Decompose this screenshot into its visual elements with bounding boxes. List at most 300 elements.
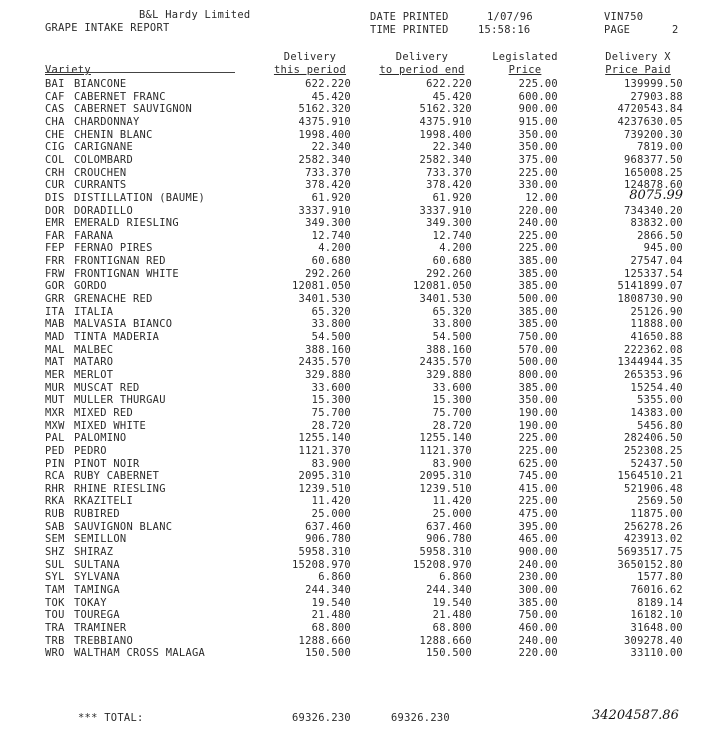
delivery-this-period: 28.720	[311, 419, 351, 432]
variety-code: TOU	[45, 609, 65, 622]
col-paid-line2: Price Paid	[605, 64, 671, 76]
delivery-this-period: 19.540	[311, 596, 351, 609]
variety-name: GORDO	[74, 280, 107, 293]
delivery-to-period-end: 25.000	[432, 508, 472, 521]
variety-code: EMR	[45, 217, 65, 230]
delivery-this-period: 292.260	[305, 267, 351, 280]
date-printed-label: DATE PRINTED	[370, 11, 449, 23]
delivery-to-period-end: 6.860	[439, 571, 472, 584]
legislated-price: 225.00	[518, 432, 558, 445]
price-paid: 282406.50	[623, 432, 683, 445]
delivery-this-period: 33.800	[311, 318, 351, 331]
delivery-this-period: 22.340	[311, 141, 351, 154]
program-code: VIN750	[604, 11, 644, 23]
delivery-to-period-end: 637.460	[426, 520, 472, 533]
delivery-to-period-end: 54.500	[432, 331, 472, 343]
legislated-price: 220.00	[518, 204, 558, 217]
variety-name: CURRANTS	[74, 179, 127, 192]
variety-name: RUBIRED	[74, 508, 120, 521]
variety-code: CUR	[45, 179, 65, 192]
delivery-this-period: 1255.140	[298, 432, 351, 445]
legislated-price: 385.00	[518, 318, 558, 331]
price-paid: 4237630.05	[617, 115, 683, 128]
delivery-this-period: 75.700	[311, 406, 351, 419]
price-paid: 265353.96	[623, 368, 683, 381]
variety-name: SULTANA	[74, 558, 120, 571]
variety-code: SUL	[45, 558, 65, 571]
delivery-to-period-end: 4.200	[439, 242, 472, 255]
delivery-this-period: 15208.970	[291, 558, 351, 571]
delivery-to-period-end: 906.780	[426, 533, 472, 546]
variety-name: DORADILLO	[74, 204, 134, 217]
delivery-to-period-end: 33.800	[432, 318, 472, 331]
price-paid: 52437.50	[630, 457, 683, 470]
price-paid: 5355.00	[637, 394, 683, 407]
legislated-price: 240.00	[518, 634, 558, 647]
delivery-to-period-end: 11.420	[432, 495, 472, 508]
price-paid: 2866.50	[637, 229, 683, 242]
legislated-price: 900.00	[518, 546, 558, 559]
delivery-to-period-end: 3337.910	[419, 204, 472, 217]
variety-name: TOKAY	[74, 596, 107, 609]
legislated-price: 350.00	[518, 128, 558, 141]
legislated-price: 385.00	[518, 267, 558, 280]
legislated-price: 220.00	[518, 647, 558, 660]
price-paid: 5693517.75	[617, 546, 683, 559]
delivery-to-period-end: 388.160	[426, 343, 472, 356]
variety-code: WRO	[45, 647, 65, 660]
delivery-this-period: 4.200	[318, 242, 351, 255]
delivery-this-period: 5958.310	[298, 546, 351, 559]
variety-code: SEM	[45, 533, 65, 546]
delivery-to-period-end: 75.700	[432, 406, 472, 419]
variety-name: MATARO	[74, 356, 114, 369]
legislated-price: 225.00	[518, 229, 558, 242]
variety-name: PINOT NOIR	[74, 457, 140, 470]
variety-name: GRENACHE RED	[74, 293, 153, 306]
price-paid: 1564510.21	[617, 470, 683, 483]
legislated-price: 460.00	[518, 621, 558, 634]
variety-name: TINTA MADERIA	[74, 331, 160, 343]
delivery-this-period: 21.480	[311, 609, 351, 622]
delivery-to-period-end: 22.340	[432, 141, 472, 154]
price-paid: 83832.00	[630, 217, 683, 230]
variety-code: CHE	[45, 128, 65, 141]
variety-code: MUT	[45, 394, 65, 407]
price-paid: 256278.26	[623, 520, 683, 533]
delivery-to-period-end: 1255.140	[419, 432, 472, 445]
variety-code: CHA	[45, 115, 65, 128]
delivery-this-period: 11.420	[311, 495, 351, 508]
variety-code: FRW	[45, 267, 65, 280]
legislated-price: 385.00	[518, 280, 558, 293]
legislated-price: 225.00	[518, 242, 558, 255]
price-paid-handwritten: 8075.99	[629, 187, 683, 203]
delivery-to-period-end: 1288.660	[419, 634, 472, 647]
variety-name: CHARDONNAY	[74, 115, 140, 128]
legislated-price: 500.00	[518, 356, 558, 369]
delivery-to-period-end: 68.800	[432, 621, 472, 634]
price-paid: 252308.25	[623, 444, 683, 457]
variety-name: FRONTIGNAN WHITE	[74, 267, 179, 280]
price-paid: 125337.54	[623, 267, 683, 280]
variety-name: RKAZITELI	[74, 495, 134, 508]
variety-name: MALVASIA BIANCO	[74, 318, 173, 331]
variety-name: TRAMINER	[74, 621, 127, 634]
company-name: B&L Hardy Limited	[139, 9, 251, 21]
delivery-this-period: 4375.910	[298, 115, 351, 128]
delivery-this-period: 25.000	[311, 508, 351, 521]
variety-name: RHINE RIESLING	[74, 482, 166, 495]
delivery-this-period: 12081.050	[291, 280, 351, 293]
legislated-price: 385.00	[518, 255, 558, 268]
variety-code: RUB	[45, 508, 65, 521]
variety-code: MXR	[45, 406, 65, 419]
variety-name: PEDRO	[74, 444, 107, 457]
price-paid: 7819.00	[637, 141, 683, 154]
total-to-period: 69326.230	[390, 712, 450, 724]
col-paid-line1: Delivery X	[605, 51, 671, 63]
delivery-this-period: 244.340	[305, 584, 351, 596]
delivery-to-period-end: 4375.910	[419, 115, 472, 128]
variety-name: TOUREGA	[74, 609, 120, 622]
delivery-this-period: 3337.910	[298, 204, 351, 217]
delivery-to-period-end: 349.300	[426, 217, 472, 230]
delivery-to-period-end: 1239.510	[419, 482, 472, 495]
legislated-price: 375.00	[518, 153, 558, 166]
price-paid: 5456.80	[637, 419, 683, 432]
variety-name: SYLVANA	[74, 571, 120, 584]
delivery-to-period-end: 61.920	[432, 191, 472, 204]
variety-underline	[45, 72, 235, 73]
legislated-price: 800.00	[518, 368, 558, 381]
delivery-to-period-end: 28.720	[432, 419, 472, 432]
price-paid: 8189.14	[637, 596, 683, 609]
delivery-to-period-end: 1998.400	[419, 128, 472, 141]
delivery-this-period: 83.900	[311, 457, 351, 470]
price-paid: 11888.00	[630, 318, 683, 331]
variety-name: COLOMBARD	[74, 153, 134, 166]
variety-code: RCA	[45, 470, 65, 483]
delivery-to-period-end: 15208.970	[412, 558, 472, 571]
delivery-to-period-end: 733.370	[426, 166, 472, 179]
legislated-price: 465.00	[518, 533, 558, 546]
delivery-to-period-end: 3401.530	[419, 293, 472, 306]
legislated-price: 750.00	[518, 609, 558, 622]
variety-code: SAB	[45, 520, 65, 533]
variety-code: CIG	[45, 141, 65, 154]
price-paid: 968377.50	[623, 153, 683, 166]
variety-name: PALOMINO	[74, 432, 127, 445]
delivery-this-period: 54.500	[311, 331, 351, 343]
delivery-this-period: 1239.510	[298, 482, 351, 495]
col-variety: Variety	[45, 64, 91, 76]
delivery-to-period-end: 244.340	[426, 584, 472, 596]
legislated-price: 385.00	[518, 381, 558, 394]
legislated-price: 190.00	[518, 406, 558, 419]
report-title: GRAPE INTAKE REPORT	[45, 22, 170, 34]
legislated-price: 12.00	[525, 191, 558, 204]
legislated-price: 190.00	[518, 419, 558, 432]
variety-code: SYL	[45, 571, 65, 584]
delivery-this-period: 6.860	[318, 571, 351, 584]
total-paid-handwritten: 34204587.86	[592, 708, 679, 723]
price-paid: 27547.04	[630, 255, 683, 268]
page-number: 2	[672, 24, 679, 36]
delivery-to-period-end: 5958.310	[419, 546, 472, 559]
price-paid: 423913.02	[623, 533, 683, 546]
price-paid: 124878.60	[623, 179, 683, 192]
variety-code: GOR	[45, 280, 65, 293]
price-paid: 76016.62	[630, 584, 683, 596]
delivery-this-period: 349.300	[305, 217, 351, 230]
price-paid: 3650152.80	[617, 558, 683, 571]
variety-code: MAL	[45, 343, 65, 356]
variety-name: TREBBIANO	[74, 634, 134, 647]
price-paid: 4720543.84	[617, 103, 683, 116]
delivery-this-period: 388.160	[305, 343, 351, 356]
col-legislated-line1: Legislated	[492, 51, 558, 63]
variety-code: RHR	[45, 482, 65, 495]
delivery-to-period-end: 60.680	[432, 255, 472, 268]
delivery-to-period-end: 329.880	[426, 368, 472, 381]
variety-code: MUR	[45, 381, 65, 394]
variety-name: SEMILLON	[74, 533, 127, 546]
variety-code: CRH	[45, 166, 65, 179]
legislated-price: 230.00	[518, 571, 558, 584]
price-paid: 165008.25	[623, 166, 683, 179]
delivery-to-period-end: 622.220	[426, 78, 472, 90]
delivery-to-period-end: 21.480	[432, 609, 472, 622]
variety-name: SHIRAZ	[74, 546, 114, 559]
legislated-price: 625.00	[518, 457, 558, 470]
variety-code: COL	[45, 153, 65, 166]
variety-code: PIN	[45, 457, 65, 470]
delivery-this-period: 637.460	[305, 520, 351, 533]
delivery-to-period-end: 150.500	[426, 647, 472, 660]
delivery-to-period-end: 2095.310	[419, 470, 472, 483]
col-this-period-line2: this period	[273, 64, 347, 76]
legislated-price: 350.00	[518, 394, 558, 407]
price-paid: 1577.80	[637, 571, 683, 584]
table-row	[0, 647, 726, 662]
variety-name: RUBY CABERNET	[74, 470, 160, 483]
variety-name: CABERNET FRANC	[74, 90, 166, 103]
variety-name: MULLER THURGAU	[74, 394, 166, 407]
variety-name: EMERALD RIESLING	[74, 217, 179, 230]
delivery-to-period-end: 83.900	[432, 457, 472, 470]
delivery-to-period-end: 19.540	[432, 596, 472, 609]
price-paid: 31648.00	[630, 621, 683, 634]
variety-code: SHZ	[45, 546, 65, 559]
variety-code: DIS	[45, 191, 65, 204]
delivery-to-period-end: 12.740	[432, 229, 472, 242]
variety-code: TAM	[45, 584, 65, 596]
variety-name: MALBEC	[74, 343, 114, 356]
legislated-price: 225.00	[518, 495, 558, 508]
delivery-to-period-end: 1121.370	[419, 444, 472, 457]
delivery-to-period-end: 292.260	[426, 267, 472, 280]
delivery-this-period: 906.780	[305, 533, 351, 546]
delivery-this-period: 15.300	[311, 394, 351, 407]
variety-code: TRB	[45, 634, 65, 647]
delivery-this-period: 1288.660	[298, 634, 351, 647]
price-paid: 41650.88	[630, 331, 683, 343]
price-paid: 309278.40	[623, 634, 683, 647]
variety-code: PED	[45, 444, 65, 457]
variety-code: MXW	[45, 419, 65, 432]
variety-code: MAB	[45, 318, 65, 331]
variety-name: ITALIA	[74, 305, 114, 318]
legislated-price: 570.00	[518, 343, 558, 356]
variety-name: DISTILLATION (BAUME)	[74, 191, 206, 204]
legislated-price: 385.00	[518, 596, 558, 609]
col-to-period-line1: Delivery	[395, 51, 449, 63]
time-printed-value: 15:58:16	[478, 24, 531, 36]
delivery-this-period: 2095.310	[298, 470, 351, 483]
delivery-this-period: 45.420	[311, 90, 351, 103]
variety-code: FAR	[45, 229, 65, 242]
legislated-price: 330.00	[518, 179, 558, 192]
variety-code: DOR	[45, 204, 65, 217]
price-paid: 33110.00	[630, 647, 683, 660]
price-paid: 14383.00	[630, 406, 683, 419]
price-paid: 2569.50	[637, 495, 683, 508]
variety-code: FEP	[45, 242, 65, 255]
col-legislated-line2: Price	[508, 64, 542, 76]
price-paid: 521906.48	[623, 482, 683, 495]
delivery-this-period: 329.880	[305, 368, 351, 381]
delivery-to-period-end: 15.300	[432, 394, 472, 407]
delivery-to-period-end: 2435.570	[419, 356, 472, 369]
delivery-this-period: 61.920	[311, 191, 351, 204]
variety-name: MERLOT	[74, 368, 114, 381]
legislated-price: 240.00	[518, 217, 558, 230]
price-paid: 222362.08	[623, 343, 683, 356]
delivery-this-period: 150.500	[305, 647, 351, 660]
legislated-price: 500.00	[518, 293, 558, 306]
delivery-this-period: 3401.530	[298, 293, 351, 306]
variety-code: CAF	[45, 90, 65, 103]
price-paid: 27903.88	[630, 90, 683, 103]
price-paid: 739200.30	[623, 128, 683, 141]
delivery-this-period: 1121.370	[298, 444, 351, 457]
delivery-to-period-end: 45.420	[432, 90, 472, 103]
legislated-price: 900.00	[518, 103, 558, 116]
variety-name: SAUVIGNON BLANC	[74, 520, 173, 533]
variety-name: WALTHAM CROSS MALAGA	[74, 647, 206, 660]
variety-name: TAMINGA	[74, 584, 120, 596]
delivery-this-period: 2435.570	[298, 356, 351, 369]
variety-code: TOK	[45, 596, 65, 609]
variety-code: TRA	[45, 621, 65, 634]
legislated-price: 395.00	[518, 520, 558, 533]
legislated-price: 350.00	[518, 141, 558, 154]
delivery-to-period-end: 5162.320	[419, 103, 472, 116]
variety-code: ITA	[45, 305, 65, 318]
delivery-this-period: 378.420	[305, 179, 351, 192]
price-paid: 945.00	[643, 242, 683, 255]
time-printed-label: TIME PRINTED	[370, 24, 449, 36]
price-paid: 11875.00	[630, 508, 683, 521]
delivery-to-period-end: 33.600	[432, 381, 472, 394]
variety-code: GRR	[45, 293, 65, 306]
variety-code: MAT	[45, 356, 65, 369]
variety-code: RKA	[45, 495, 65, 508]
delivery-this-period: 2582.340	[298, 153, 351, 166]
legislated-price: 385.00	[518, 305, 558, 318]
variety-name: MIXED WHITE	[74, 419, 147, 432]
variety-code: FRR	[45, 255, 65, 268]
variety-name: CROUCHEN	[74, 166, 127, 179]
delivery-this-period: 60.680	[311, 255, 351, 268]
legislated-price: 300.00	[518, 584, 558, 596]
variety-name: CABERNET SAUVIGNON	[74, 103, 193, 116]
delivery-this-period: 68.800	[311, 621, 351, 634]
variety-code: PAL	[45, 432, 65, 445]
variety-name: BIANCONE	[74, 78, 127, 90]
price-paid: 5141899.07	[617, 280, 683, 293]
delivery-this-period: 65.320	[311, 305, 351, 318]
delivery-this-period: 622.220	[305, 78, 351, 90]
price-paid: 1344944.35	[617, 356, 683, 369]
delivery-this-period: 33.600	[311, 381, 351, 394]
delivery-this-period: 5162.320	[298, 103, 351, 116]
variety-name: CARIGNANE	[74, 141, 134, 154]
variety-name: MUSCAT RED	[74, 381, 140, 394]
legislated-price: 240.00	[518, 558, 558, 571]
delivery-this-period: 12.740	[311, 229, 351, 242]
price-paid: 15254.40	[630, 381, 683, 394]
page-label: PAGE	[604, 24, 631, 36]
legislated-price: 225.00	[518, 444, 558, 457]
delivery-this-period: 733.370	[305, 166, 351, 179]
legislated-price: 225.00	[518, 78, 558, 90]
total-this-period: 69326.230	[291, 712, 351, 724]
col-to-period-line2: to period end	[379, 64, 465, 76]
delivery-to-period-end: 378.420	[426, 179, 472, 192]
price-paid: 139999.50	[623, 78, 683, 90]
legislated-price: 225.00	[518, 166, 558, 179]
price-paid: 16182.10	[630, 609, 683, 622]
legislated-price: 750.00	[518, 331, 558, 343]
col-this-period-line1: Delivery	[283, 51, 337, 63]
variety-name: CHENIN BLANC	[74, 128, 153, 141]
delivery-to-period-end: 2582.340	[419, 153, 472, 166]
variety-code: CAS	[45, 103, 65, 116]
variety-name: FRONTIGNAN RED	[74, 255, 166, 268]
delivery-this-period: 1998.400	[298, 128, 351, 141]
variety-name: FERNAO PIRES	[74, 242, 153, 255]
variety-code: MER	[45, 368, 65, 381]
legislated-price: 915.00	[518, 115, 558, 128]
variety-name: MIXED RED	[74, 406, 134, 419]
variety-code: MAD	[45, 331, 65, 343]
price-paid: 734340.20	[623, 204, 683, 217]
total-label: *** TOTAL:	[78, 712, 144, 724]
price-paid: 1808730.90	[617, 293, 683, 306]
legislated-price: 745.00	[518, 470, 558, 483]
legislated-price: 475.00	[518, 508, 558, 521]
variety-code: BAI	[45, 78, 65, 90]
legislated-price: 415.00	[518, 482, 558, 495]
date-printed-value: 1/07/96	[487, 11, 533, 23]
delivery-to-period-end: 65.320	[432, 305, 472, 318]
price-paid: 25126.90	[630, 305, 683, 318]
variety-name: FARANA	[74, 229, 114, 242]
legislated-price: 600.00	[518, 90, 558, 103]
delivery-to-period-end: 12081.050	[412, 280, 472, 293]
